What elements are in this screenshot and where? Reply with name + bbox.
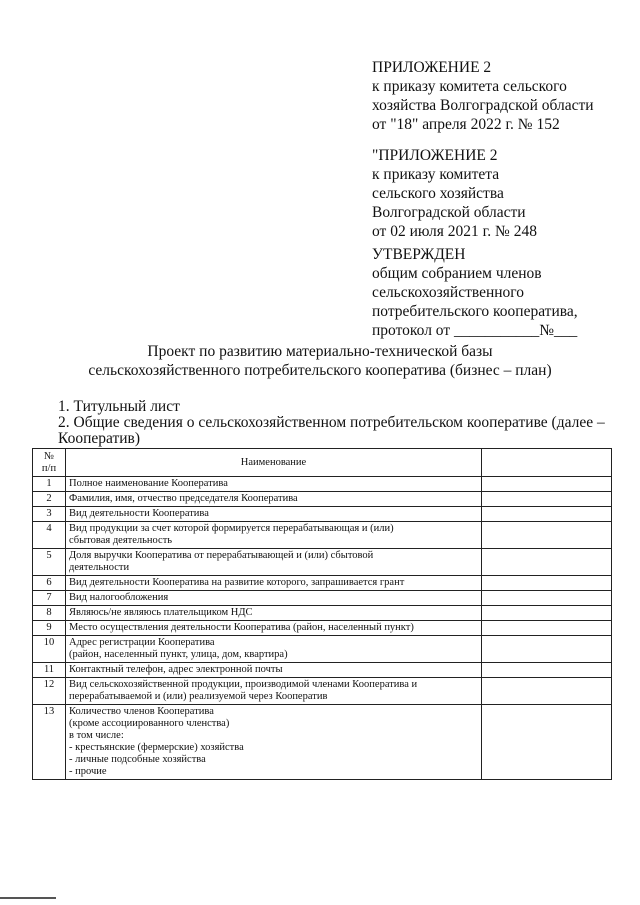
row-name-line: (кроме ассоциированного членства) [69,718,230,729]
appendix-line: к приказу комитета [372,166,500,183]
section-1-heading: 1. Титульный лист [58,398,180,415]
row-name-line: Фамилия, имя, отчество председателя Кооператива [69,493,298,504]
row-number-cell: 8 [33,606,66,621]
row-name-cell [66,678,482,705]
row-number-cell: 1 [33,477,66,492]
row-name-line: Вид деятельности Кооператива на развитие которого, запрашивается грант [69,577,405,588]
row-value-cell[interactable] [482,705,612,780]
row-name-cell [66,522,482,549]
row-name-cell [66,576,482,591]
row-name-line: деятельности [69,562,130,573]
cooperative-info-table [32,448,612,780]
page-footer-rule [0,897,56,899]
table-row [33,636,612,663]
header-value-cell [482,449,612,477]
row-name-cell [66,507,482,522]
appendix-line: сельского хозяйства [372,185,504,202]
table-row [33,492,612,507]
row-name-line: Вид налогообложения [69,592,169,603]
document-title [0,342,640,380]
row-value-cell[interactable] [482,591,612,606]
row-name-line: Контактный телефон, адрес электронной почты [69,664,283,675]
row-name-cell [66,663,482,678]
row-value-cell[interactable] [482,621,612,636]
row-name-line: Полное наименование Кооператива [69,478,228,489]
row-value-cell[interactable] [482,492,612,507]
approval-protocol-line: протокол от ___________№___ [372,322,578,339]
row-name-line: Вид деятельности Кооператива [69,508,209,519]
row-name-line: Вид сельскохозяйственной продукции, производимой членами Кооператива и [69,679,418,690]
row-name-line: Являюсь/не являюсь плательщиком НДС [69,607,253,618]
approval-line: общим собранием членов [372,265,542,282]
row-name-line: - личные подсобные хозяйства [69,754,206,765]
row-name-line: Вид продукции за счет которой формируется перерабатывающая и (или) [69,523,394,534]
table-row [33,576,612,591]
row-number-cell: 9 [33,621,66,636]
row-name-cell [66,492,482,507]
appendix-line: от "18" апреля 2022 г. № 152 [372,116,560,133]
row-value-cell[interactable] [482,663,612,678]
document-title-line: сельскохозяйственного потребительского кооператива (бизнес – план) [88,362,552,379]
row-name-cell [66,591,482,606]
table-row [33,621,612,636]
row-name-line: перерабатываемой и (или) реализуемой через Кооператив [69,691,328,702]
appendix-line: Волгоградской области [372,204,526,221]
approval-title: УТВЕРЖДЕН [372,246,466,263]
appendix-line: хозяйства Волгоградской области [372,97,594,114]
table-row [33,591,612,606]
approval-block [372,245,578,340]
table-row [33,477,612,492]
appendix-header-current [372,58,594,134]
row-name-line: - крестьянские (фермерские) хозяйства [69,742,244,753]
table-row [33,678,612,705]
row-name-cell [66,477,482,492]
row-name-line: сбытовая деятельность [69,535,173,546]
row-value-cell[interactable] [482,606,612,621]
appendix-header-previous [372,146,537,241]
row-number-cell: 12 [33,678,66,705]
approval-line: сельскохозяйственного [372,284,525,301]
section-2-heading: 2. Общие сведения о сельскохозяйственном потребительском кооперативе (далее – [58,414,605,431]
appendix-line: от 02 июля 2021 г. № 248 [372,223,537,240]
row-value-cell[interactable] [482,678,612,705]
row-name-cell [66,549,482,576]
row-name-cell [66,621,482,636]
table-header-row [33,449,612,477]
row-name-line: в том числе: [69,730,124,741]
table-row [33,507,612,522]
row-name-line: Количество членов Кооператива [69,706,214,717]
table-row [33,549,612,576]
appendix-title: ПРИЛОЖЕНИЕ 2 [372,59,492,76]
row-name-line: Доля выручки Кооператива от перерабатывающей и (или) сбытовой [69,550,374,561]
row-name-line: Место осуществления деятельности Кооператива (район, населенный пункт) [69,622,414,633]
row-number-cell: 10 [33,636,66,663]
row-value-cell[interactable] [482,636,612,663]
section-2-heading-cont: Кооператив) [58,430,141,447]
row-number-cell: 6 [33,576,66,591]
header-name-cell: Наименование [66,449,482,477]
row-name-cell [66,606,482,621]
row-number-cell: 11 [33,663,66,678]
table-row [33,522,612,549]
document-title-line: Проект по развитию материально-технической базы [147,343,493,360]
row-value-cell[interactable] [482,507,612,522]
table-row [33,705,612,780]
table-row [33,663,612,678]
approval-line: потребительского кооператива, [372,303,578,320]
row-number-cell: 13 [33,705,66,780]
row-value-cell[interactable] [482,477,612,492]
row-name-line: (район, населенный пункт, улица, дом, квартира) [69,649,288,660]
row-name-line: - прочие [69,766,107,777]
row-value-cell[interactable] [482,549,612,576]
row-number-cell: 4 [33,522,66,549]
appendix-title: "ПРИЛОЖЕНИЕ 2 [372,147,498,164]
row-number-cell: 2 [33,492,66,507]
row-value-cell[interactable] [482,576,612,591]
row-name-cell [66,705,482,780]
row-value-cell[interactable] [482,522,612,549]
table-row [33,606,612,621]
row-name-cell [66,636,482,663]
row-number-cell: 3 [33,507,66,522]
row-name-line: Адрес регистрации Кооператива [69,637,215,648]
row-number-cell: 5 [33,549,66,576]
appendix-line: к приказу комитета сельского [372,78,567,95]
header-number-cell: № п/п [33,449,66,477]
row-number-cell: 7 [33,591,66,606]
